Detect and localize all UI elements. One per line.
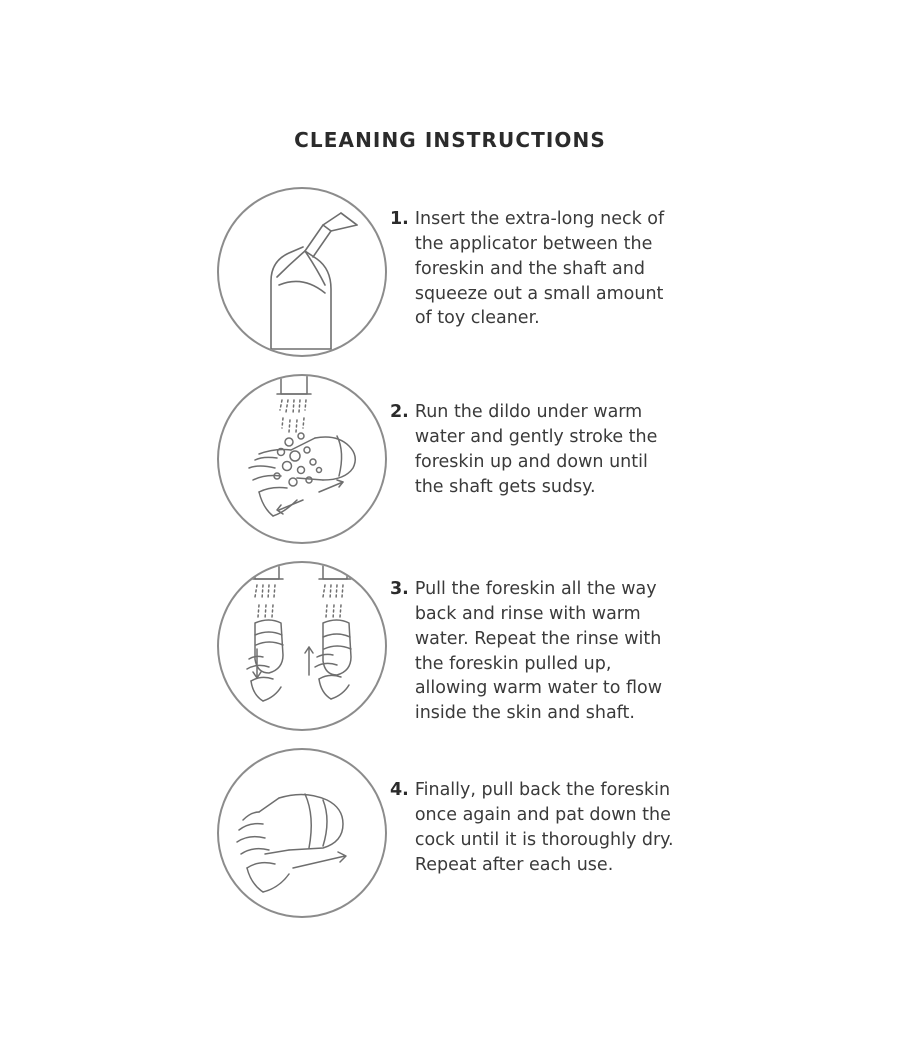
list-item [215,185,695,360]
step-number: 4. [390,780,409,800]
step-text: Pull the foreskin all the way back and rinse with warm water. Repeat the rinse with the foreskin pulled up, allowing warm water to flow inside the skin and shaft. [414,579,663,724]
step-text: Insert the extra-long neck of the applicator between the foreskin and the shaft and squeeze out a small amount of toy cleaner. [414,209,665,329]
step-illustration [215,372,390,547]
list-item [215,372,695,547]
step-number: 1. [390,209,409,229]
steps-list [215,185,695,929]
step-text-column [390,185,695,331]
page-title: CLEANING INSTRUCTIONS [294,128,606,152]
list-item [215,746,695,921]
applicator-into-foreskin-icon [217,187,387,357]
step-number: 2. [390,402,409,422]
step-text-column [390,746,695,877]
step-text: Run the dildo under warm water and gently stroke the foreskin up and down until the shaft gets sudsy. [414,402,658,497]
step-illustration [215,746,390,921]
step-text-column [390,372,695,499]
step-number: 3. [390,579,409,599]
list-item [215,559,695,734]
step-illustration [215,185,390,360]
step-text: Finally, pull back the foreskin once again and pat down the cock until it is thoroughly dry. Repeat after each use. [414,780,674,875]
pat-dry-icon [217,748,387,918]
step-text-column [390,559,695,726]
shower-sudsy-stroke-icon [217,374,387,544]
step-illustration [215,559,390,734]
double-shower-rinse-icon [217,561,387,731]
